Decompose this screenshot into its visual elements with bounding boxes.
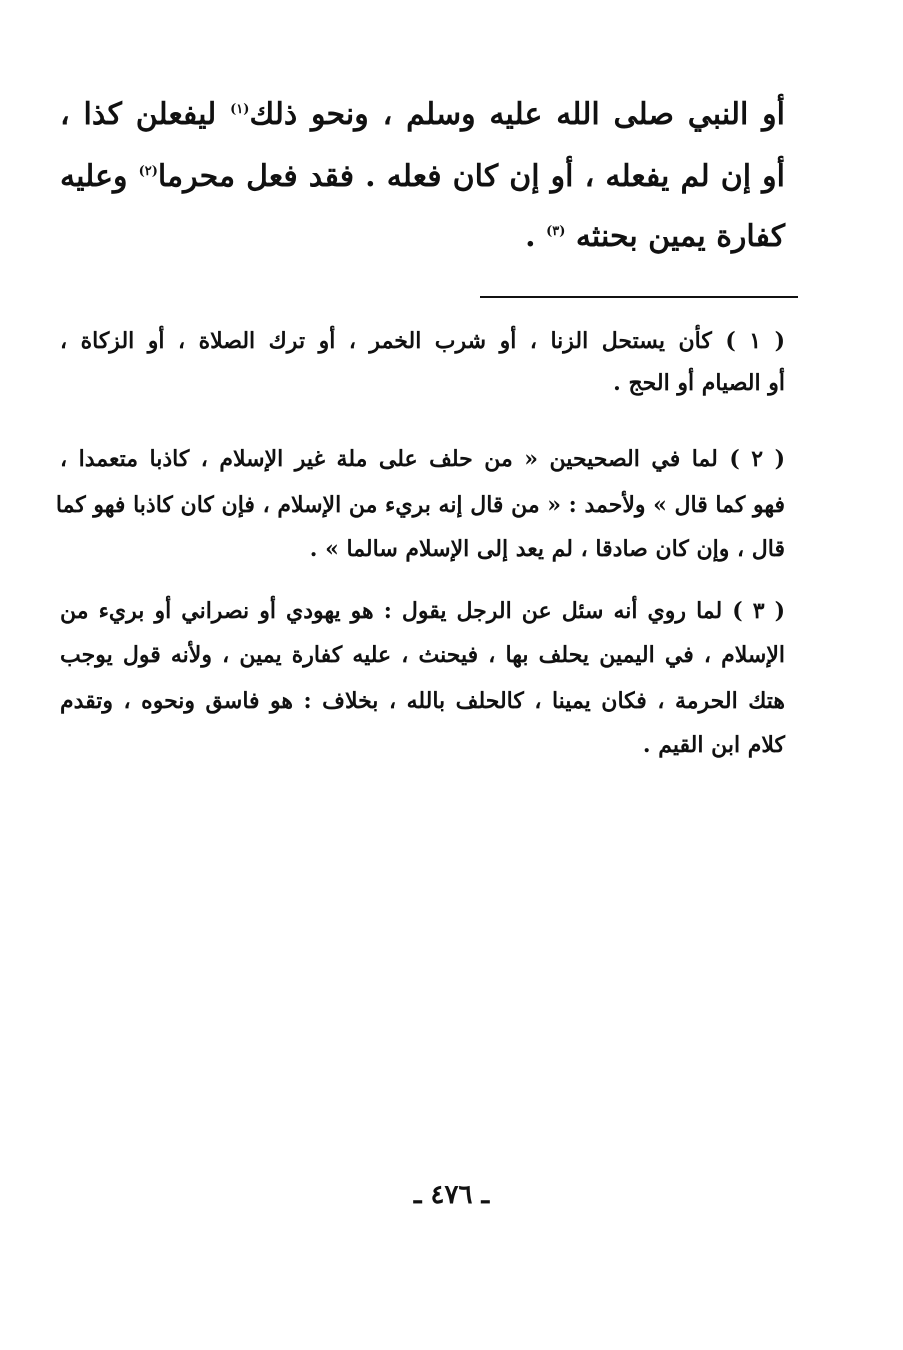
- page-number: ـ ٤٧٦ ـ: [413, 1180, 490, 1210]
- footnote-3-line-4: كلام ابن القيم .: [642, 732, 785, 758]
- footnote-2-line-3: قال ، وإن كان صادقا ، لم يعد إلى الإسلام سالما » .: [309, 536, 785, 562]
- footnote-marker-1: (١): [230, 102, 250, 117]
- footnote-2-line-1: ( ٢ ) لما في الصحيحين « من حلف على ملة غير الإسلام ، كاذبا متعمدا ،: [60, 446, 785, 472]
- footnote-1-line-1: ( ١ ) كأن يستحل الزنا ، أو شرب الخمر ، أو ترك الصلاة ، أو الزكاة ،: [60, 328, 785, 354]
- main-text-segment: وعليه: [60, 159, 128, 194]
- main-text-segment: ليفعلن كذا ،: [60, 97, 217, 132]
- main-text-line-2: [60, 159, 785, 194]
- footnote-3-line-2: الإسلام ، في اليمين يحلف بها ، فيحنث ، عليه كفارة يمين ، ولأنه قول يوجب: [60, 642, 785, 668]
- footnote-marker-3: (٣): [546, 224, 566, 239]
- footnote-1-line-2: أو الصيام أو الحج .: [613, 370, 785, 396]
- footnote-3-line-3: هتك الحرمة ، فكان يمينا ، كالحلف بالله ، بخلاف : هو فاسق ونحوه ، وتقدم: [60, 688, 785, 714]
- main-text-line-3: [60, 219, 785, 254]
- main-text-segment: أو إن لم يفعله ، أو إن كان فعله . فقد فعل محرما: [157, 159, 785, 194]
- main-text-segment: أو النبي صلى الله عليه وسلم ، ونحو ذلك: [249, 97, 785, 132]
- footnote-separator: [480, 296, 798, 298]
- footnote-3-line-1: ( ٣ ) لما روي أنه سئل عن الرجل يقول : هو يهودي أو نصراني أو بريء من: [60, 598, 785, 624]
- main-text-segment: .: [525, 219, 536, 254]
- main-text-segment: كفارة يمين بحنثه: [575, 219, 785, 254]
- main-text-line-1: [60, 97, 785, 132]
- footnote-marker-2: (٢): [138, 164, 158, 179]
- footnote-2-line-2: فهو كما قال » ولأحمد : « من قال إنه بريء من الإسلام ، فإن كان كاذبا فهو كما: [55, 492, 785, 518]
